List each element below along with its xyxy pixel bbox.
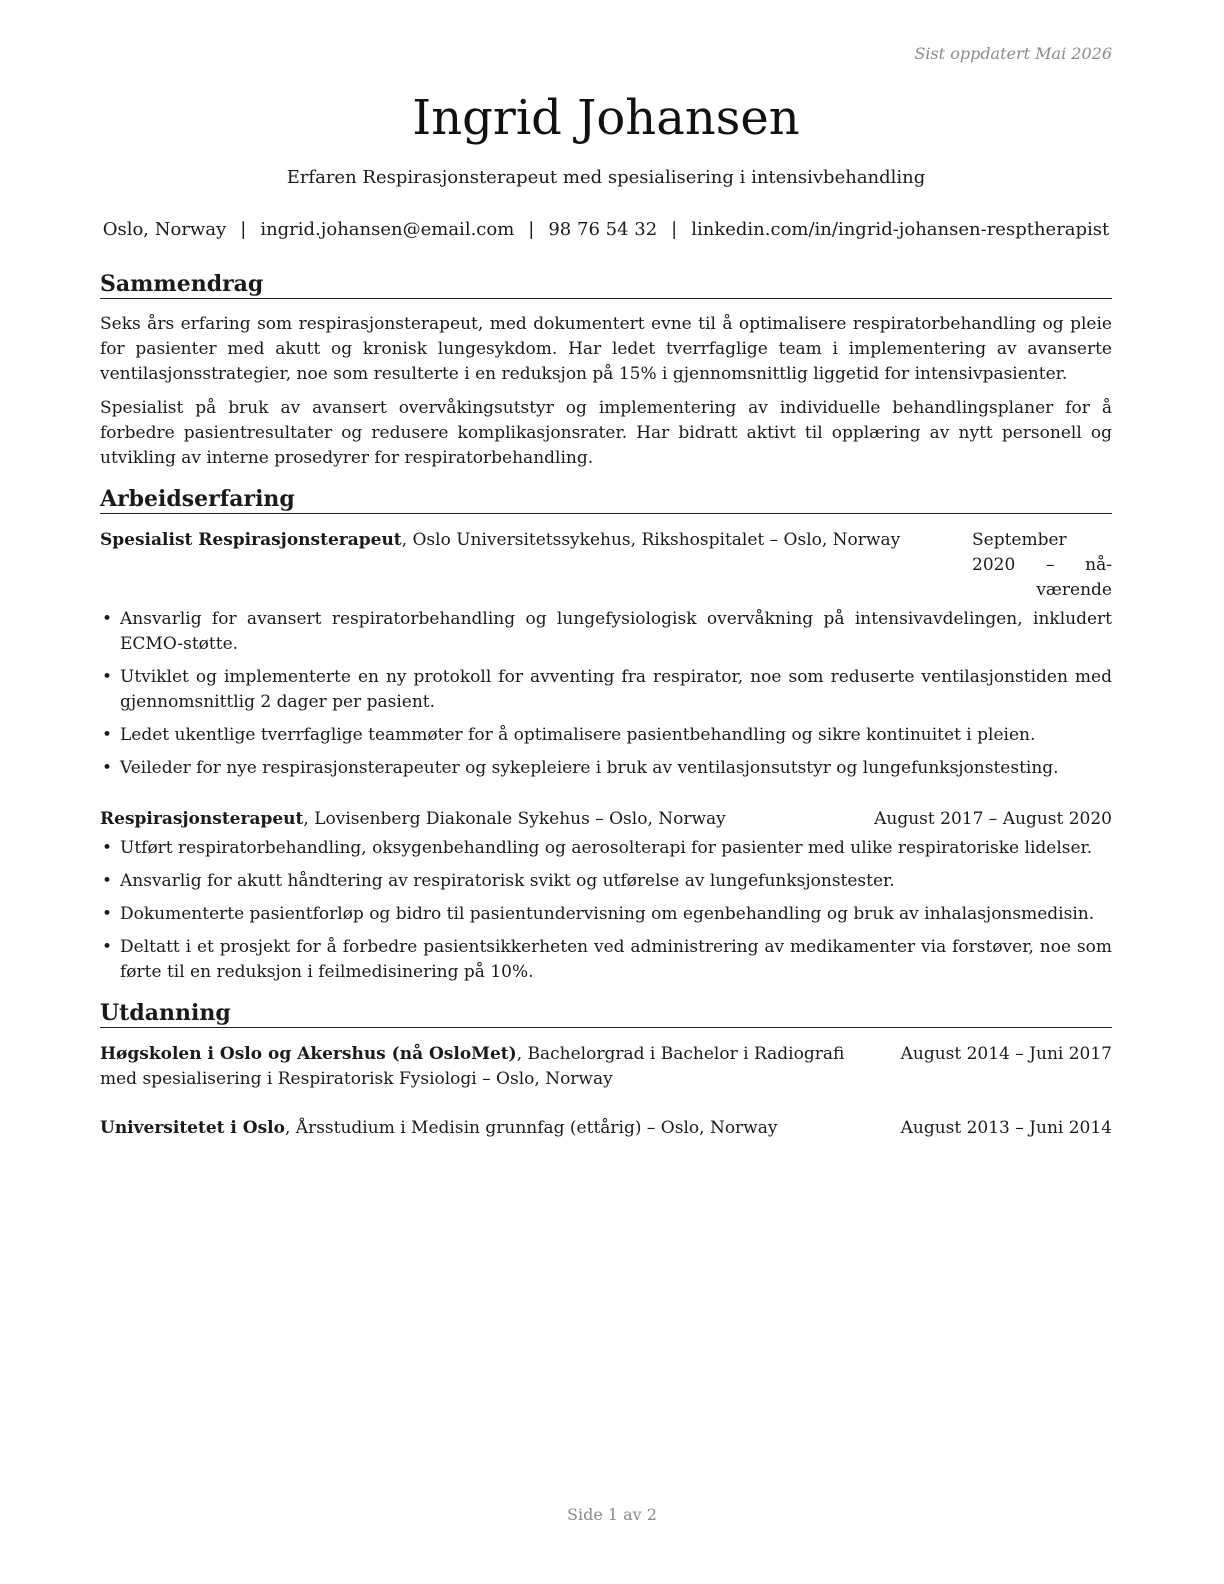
job-org: , Lovisenberg Diakonale Sykehus – Oslo, Norway [303, 809, 726, 829]
contact-location: Oslo, Norway [102, 219, 227, 240]
contact-separator: | [528, 219, 535, 240]
list-item: • Dokumenterte pasientforløp og bidro til pasientundervisning om egenbehandling og bruk av inhalasjonsmedisin. [100, 902, 1112, 927]
degree-detail: , Bachelorgrad i Bachelor i Radiografi med spesialisering i Respiratorisk Fysiologi – Oslo, Norway [100, 1044, 845, 1089]
job-bullets [100, 836, 1112, 985]
list-item: • Utført respiratorbehandling, oksygenbehandling og aerosolterapi for pasienter med ulike respiratoriske lidelser. [100, 836, 1112, 861]
list-item: • Veileder for nye respirasjonsterapeuter og sykepleiere i bruk av ventilasjonsutstyr og lungefunksjonstesting. [100, 756, 1112, 781]
contact-email[interactable]: ingrid.johansen@email.com [260, 219, 515, 240]
list-item: • Utviklet og implementerte en ny protokoll for avventing fra respirator, noe som reduserte ventilasjonstiden med gjennomsnittlig 2 dager per pasient. [100, 665, 1112, 715]
school-name: Høgskolen i Oslo og Akershus (nå OsloMet) [100, 1044, 517, 1064]
job-bullets [100, 607, 1112, 781]
summary-paragraph: Spesialist på bruk av avansert overvåkingsutstyr og implementering av individuelle behandlingsplaner for å forbedre pasientresultater og redusere komplikasjonsrater. Har bidratt aktivt til opplæring av nytt personell og utvikling av interne prosedyrer for respiratorbehandling. [100, 398, 1112, 468]
education-dates: August 2014 – Juni 2017 [900, 1044, 1112, 1064]
job-entry [100, 807, 1112, 985]
education-section [100, 999, 1112, 1141]
education-entry [100, 1042, 1112, 1092]
job-header [100, 528, 1112, 603]
last-updated: Sist oppdatert Mai 2026 [914, 44, 1112, 63]
candidate-name: Ingrid Johansen [412, 90, 800, 146]
contact-phone: 98 76 54 32 [548, 219, 658, 240]
degree-detail: , Årsstudium i Medisin grunnfag (ettårig) – Oslo, Norway [284, 1118, 778, 1138]
experience-section [100, 485, 1112, 985]
job-dates: September 2020 – nåværende [972, 530, 1112, 600]
job-entry [100, 528, 1112, 781]
job-org: , Oslo Universitetssykehus, Rikshospitalet – Oslo, Norway [401, 530, 901, 550]
list-item: • Ledet ukentlige tverrfaglige teammøter for å optimalisere pasientbehandling og sikre kontinuitet i pleien. [100, 723, 1112, 748]
education-entry [100, 1116, 1112, 1141]
summary-section [100, 270, 1112, 471]
school-name: Universitetet i Oslo [100, 1118, 285, 1138]
job-role: Respirasjonsterapeut [100, 809, 304, 829]
contact-separator: | [240, 219, 247, 240]
education-dates: August 2013 – Juni 2014 [900, 1118, 1112, 1138]
job-header [100, 807, 1112, 832]
summary-paragraph: Seks års erfaring som respirasjonsterapeut, med dokumentert evne til å optimalisere respiratorbehandling og pleie for pasienter med akutt og kronisk lungesykdom. Har ledet tverrfaglige team i implementering av avanserte ventilasjonsstrategier, noe som resulterte i en reduksjon på 15% i gjennomsnittlig liggetid for intensivpasienter. [100, 314, 1112, 384]
page-number: Side 1 av 2 [567, 1505, 657, 1524]
contact-line [100, 218, 1112, 242]
list-item: • Ansvarlig for avansert respiratorbehandling og lungefysiologisk overvåkning på intensivavdelingen, inkludert ECMO-støtte. [100, 607, 1112, 657]
list-item: • Ansvarlig for akutt håndtering av respiratorisk svikt og utførelse av lungefunksjonstester. [100, 869, 1112, 894]
section-title-experience: Arbeidserfaring [100, 485, 1112, 514]
contact-linkedin[interactable]: linkedin.com/in/ingrid-johansen-resptherapist [691, 219, 1110, 240]
section-title-education: Utdanning [100, 999, 1112, 1028]
tagline: Erfaren Respirasjonsterapeut med spesialisering i intensivbehandling [286, 167, 926, 188]
section-title-summary: Sammendrag [100, 270, 1112, 299]
job-role: Spesialist Respirasjonsterapeut [100, 530, 402, 550]
list-item: • Deltatt i et prosjekt for å forbedre pasientsikkerheten ved administrering av medikamenter via forstøver, noe som førte til en reduksjon i feilmedisinering på 10%. [100, 935, 1112, 985]
contact-separator: | [671, 219, 678, 240]
job-dates: August 2017 – August 2020 [874, 809, 1112, 829]
